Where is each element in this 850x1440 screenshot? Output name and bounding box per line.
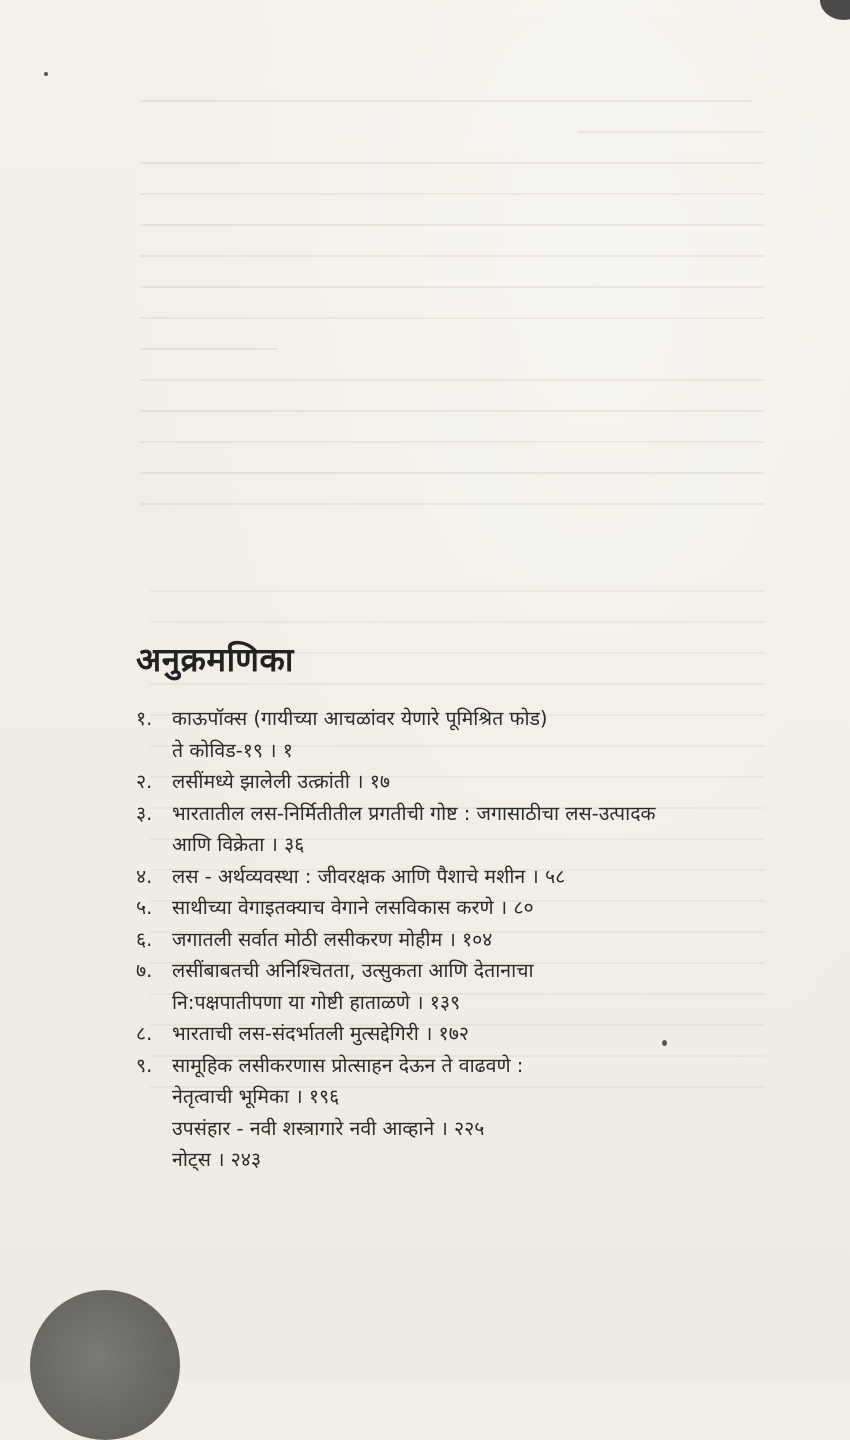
ink-stain (30, 1290, 180, 1440)
entry-title (172, 892, 816, 924)
entry-number: ८. (136, 1022, 153, 1045)
entry-line: भारतातील लस-निर्मितीतील प्रगतीची गोष्ट : जगासाठीचा लस-उत्पादक (172, 801, 656, 825)
toc-entry (136, 766, 816, 798)
entry-number: ४. (136, 864, 153, 888)
toc-entry (136, 861, 816, 893)
entry-number: २. (136, 770, 153, 793)
entry-title (172, 955, 816, 1018)
entry-title (172, 924, 816, 956)
entry-number: ३. (136, 801, 153, 825)
entry-number: ९. (136, 1053, 153, 1077)
entry-number: ७. (136, 959, 153, 982)
entry-line: साथीच्या वेगाइतक्याच वेगाने लसविकास करणे । ८० (172, 896, 534, 919)
entry-title (172, 1018, 816, 1050)
toc-entry (136, 955, 816, 1018)
entry-line: लसींबाबतची अनिश्चितता, उत्सुकता आणि देतानाचा (172, 959, 534, 982)
entry-line: काऊपॉक्स (गायीच्या आचळांवर येणारे पूमिश्रित फोड) (172, 707, 548, 730)
toc-entry (136, 924, 816, 956)
toc-entry-epilogue: उपसंहार - नवी शस्त्रागारे नवी आव्हाने । २२५ (172, 1116, 485, 1140)
speck (44, 72, 48, 76)
toc-entry (136, 1050, 816, 1113)
entry-title (172, 861, 816, 893)
show-through-text (140, 100, 765, 534)
entry-line: आणि विक्रेता । ३६ (172, 833, 305, 856)
entry-title (172, 1050, 816, 1113)
entry-line: लस - अर्थव्यवस्था : जीवरक्षक आणि पैशाचे मशीन । ५८ (172, 864, 566, 888)
entry-title (172, 703, 816, 766)
entry-line: नि:पक्षपातीपणा या गोष्टी हाताळणे । १३९ (172, 990, 461, 1014)
toc-entry-notes: नोट्स । २४३ (172, 1148, 262, 1171)
entry-line: ते कोविड-१९ । १ (172, 738, 293, 762)
entry-line: नेतृत्वाची भूमिका । १९६ (172, 1085, 340, 1108)
entry-line: सामूहिक लसीकरणास प्रोत्साहन देऊन ते वाढवणे : (172, 1053, 524, 1077)
toc-heading: अनुक्रमणिका (136, 640, 294, 679)
toc-entry (136, 703, 816, 766)
entry-number: ५. (136, 896, 153, 919)
entry-title (172, 798, 816, 861)
table-of-contents (136, 636, 816, 1176)
entry-number: १. (136, 707, 153, 730)
corner-ink-mark (820, 0, 850, 20)
entry-line: जगातली सर्वात मोठी लसीकरण मोहीम । १०४ (172, 927, 493, 951)
entry-line: भारताची लस-संदर्भातली मुत्सद्देगिरी । १७२ (172, 1022, 469, 1045)
entry-number: ६. (136, 927, 153, 951)
toc-entry (136, 892, 816, 924)
entry-line: लसींमध्ये झालेली उत्क्रांती । १७ (172, 770, 391, 793)
toc-entry (136, 798, 816, 861)
toc-entry (136, 1018, 816, 1050)
entry-title (172, 766, 816, 798)
